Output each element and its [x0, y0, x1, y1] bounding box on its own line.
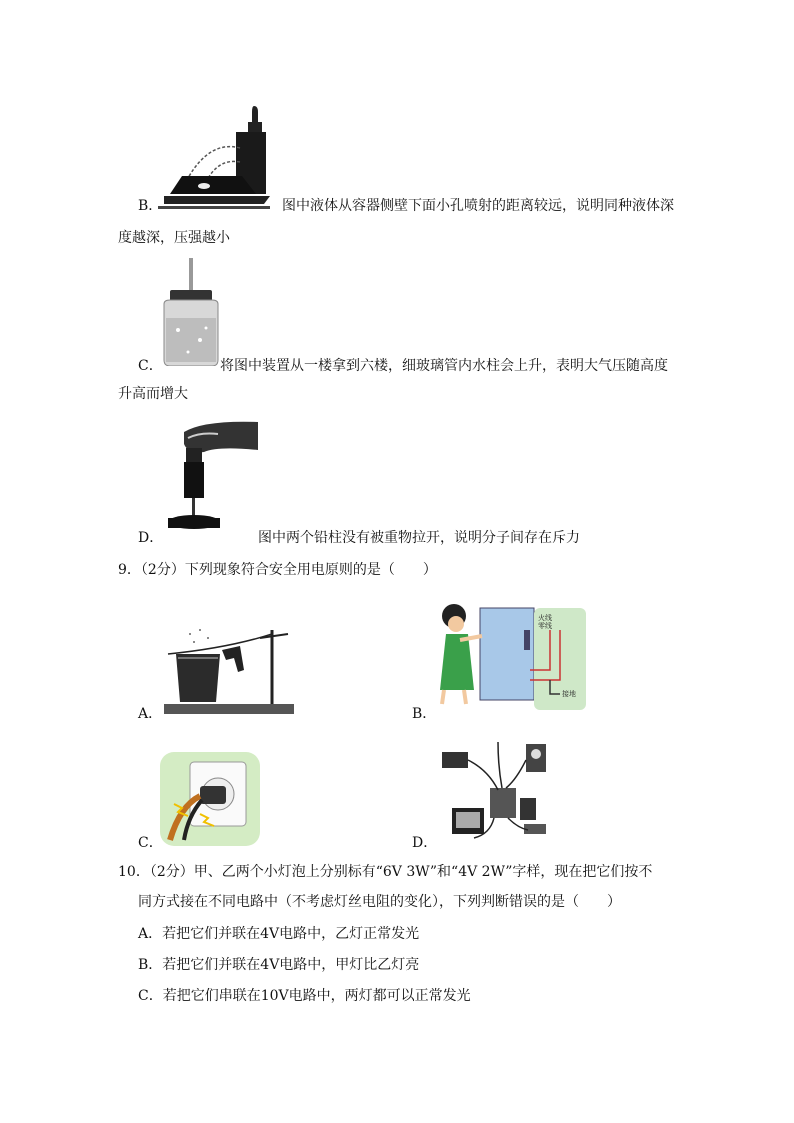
- fridge-figure-ground-label: 接地: [562, 691, 576, 698]
- q9-option-d-label: D．: [412, 835, 438, 851]
- q10-option-a: A．若把它们并联在4V电路中，乙灯正常发光: [138, 926, 420, 942]
- damaged-plug-socket-figure: [160, 752, 260, 846]
- q10-stem-line1: 10．（2分）甲、乙两个小灯泡上分别标有“6V 3W”和“4V 2W”字样，现在把它们按不: [118, 864, 653, 880]
- q10-stem-line2: 同方式接在不同电路中（不考虑灯丝电阻的变化），下列判断错误的是（ ）: [138, 894, 621, 910]
- fridge-figure-zero-label: 零线: [538, 623, 552, 630]
- q8-option-b-text-line2: 度越深，压强越小: [118, 230, 230, 246]
- q8-option-c-text-line2: 升高而增大: [118, 386, 188, 402]
- q8-option-d-text: 图中两个铅柱没有被重物拉开，说明分子间存在斥力: [258, 530, 580, 546]
- q8-option-b-label: B．: [138, 198, 163, 214]
- fridge-grounding-figure: [434, 600, 586, 712]
- fridge-figure-top-label: 火线: [538, 615, 552, 622]
- q8-option-b-text-line1: 图中液体从容器侧壁下面小孔喷射的距离较远，说明同种液体深: [282, 198, 674, 214]
- lead-cylinders-figure: [166, 418, 258, 536]
- liquid-pressure-container-figure: [158, 104, 274, 212]
- q10-option-b: B．若把它们并联在4V电路中，甲灯比乙灯亮: [138, 957, 420, 973]
- q8-option-c-text-line1: 将图中装置从一楼拿到六楼，细玻璃管内水柱会上升，表明大气压随高度: [220, 358, 668, 374]
- q8-option-d-label: D．: [138, 530, 164, 546]
- q9-option-b-label: B．: [412, 706, 437, 722]
- overloaded-outlet-figure: [438, 738, 554, 842]
- q9-option-c-label: C．: [138, 835, 163, 851]
- q10-option-c: C．若把它们串联在10V电路中，两灯都可以正常发光: [138, 988, 471, 1004]
- q9-stem: 9．（2分）下列现象符合安全用电原则的是（ ）: [118, 562, 437, 578]
- q9-option-a-label: A．: [138, 706, 163, 722]
- barometer-bottle-figure: [160, 258, 222, 366]
- clothes-on-power-line-figure: [164, 620, 294, 716]
- q8-option-c-label: C．: [138, 358, 163, 374]
